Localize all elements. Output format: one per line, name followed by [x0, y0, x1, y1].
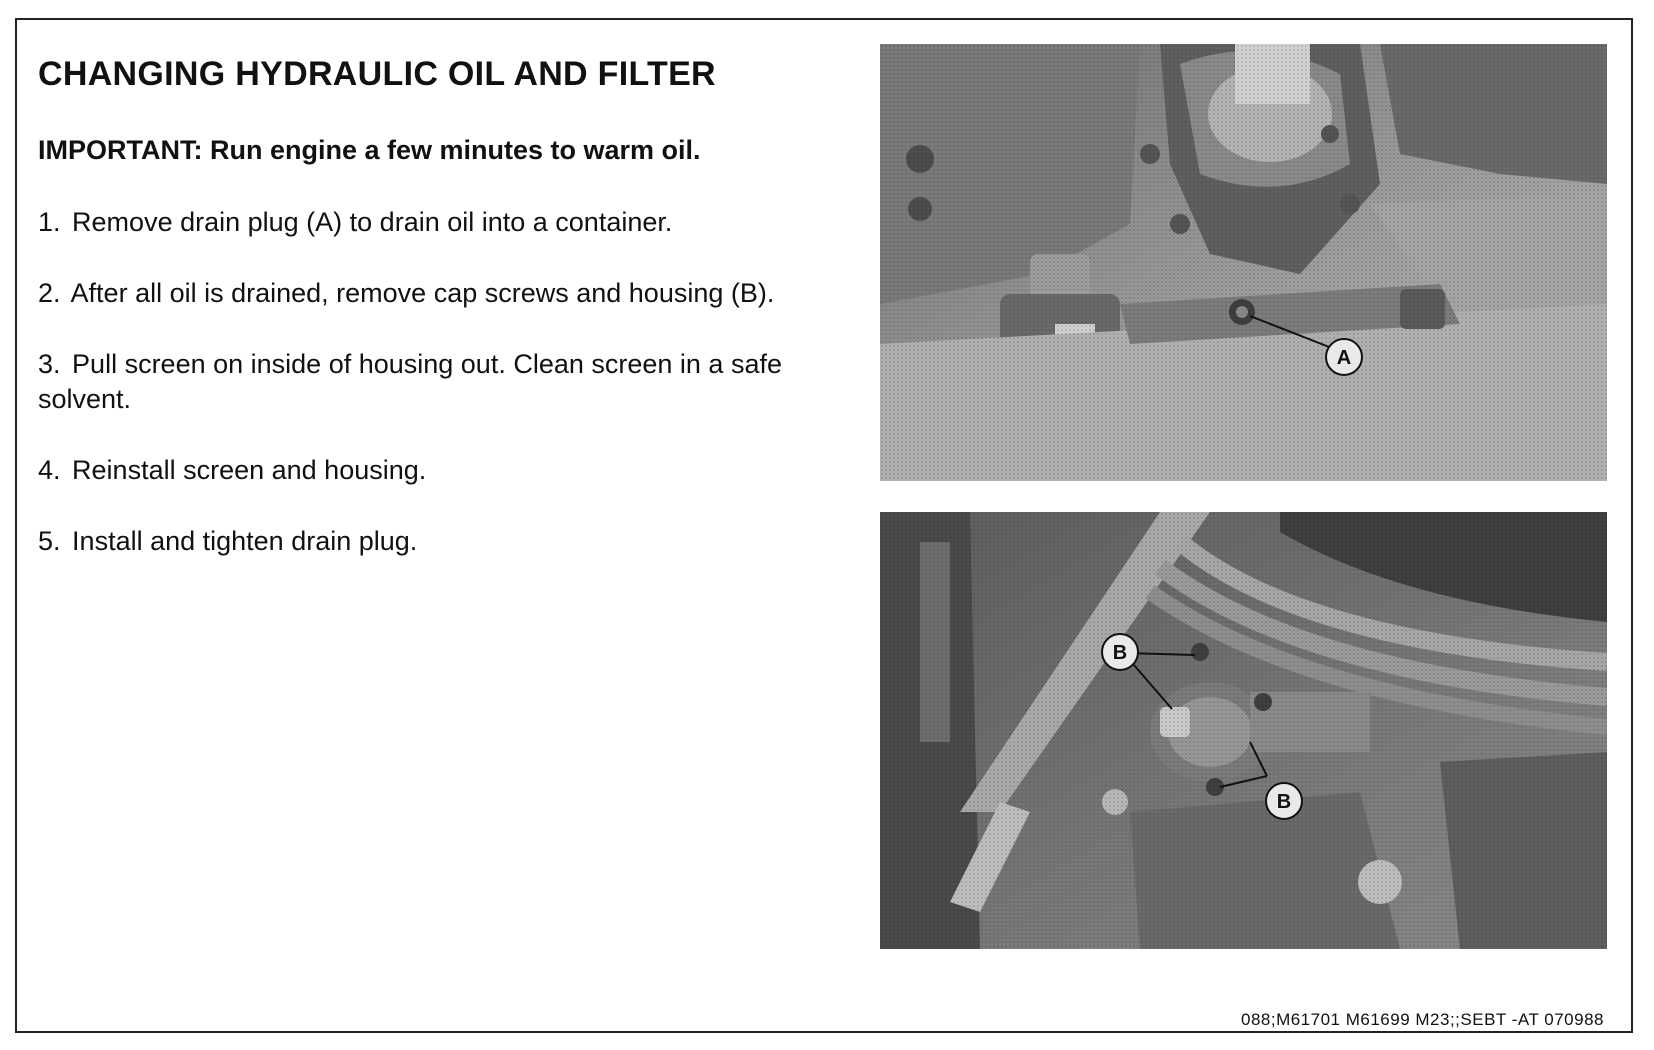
step-item: [38, 524, 838, 559]
step-text: After all oil is drained, remove cap screws and housing (B).: [70, 278, 775, 308]
step-item: [38, 347, 838, 417]
housing-photo-illustration: [880, 512, 1607, 949]
page-title: CHANGING HYDRAULIC OIL AND FILTER: [38, 55, 716, 93]
instruction-steps: [38, 205, 838, 559]
step-item: [38, 205, 838, 240]
step-text: Remove drain plug (A) to drain oil into a container.: [72, 207, 673, 237]
step-item: [38, 453, 838, 488]
drain-plug-photo: [880, 44, 1607, 481]
document-reference-code: 088;M61701 M61699 M23;;SEBT -AT 070988: [1240, 1010, 1604, 1029]
callout-b-label: B: [1276, 791, 1292, 813]
step-number: 2.: [38, 278, 61, 308]
step-number: 5.: [38, 526, 61, 556]
callout-a-label: A: [1336, 347, 1352, 369]
step-text: Pull screen on inside of housing out. Clean screen in a safe solvent.: [38, 349, 782, 414]
drain-plug-photo-illustration: [880, 44, 1607, 481]
step-number: 4.: [38, 455, 61, 485]
step-text: Install and tighten drain plug.: [72, 526, 418, 556]
step-text: Reinstall screen and housing.: [72, 455, 427, 485]
step-number: 1.: [38, 207, 61, 237]
callout-b-label: B: [1112, 642, 1128, 664]
important-note: IMPORTANT: Run engine a few minutes to warm oil.: [38, 135, 701, 165]
step-number: 3.: [38, 349, 61, 379]
step-item: [38, 276, 838, 311]
housing-photo: [880, 512, 1607, 949]
